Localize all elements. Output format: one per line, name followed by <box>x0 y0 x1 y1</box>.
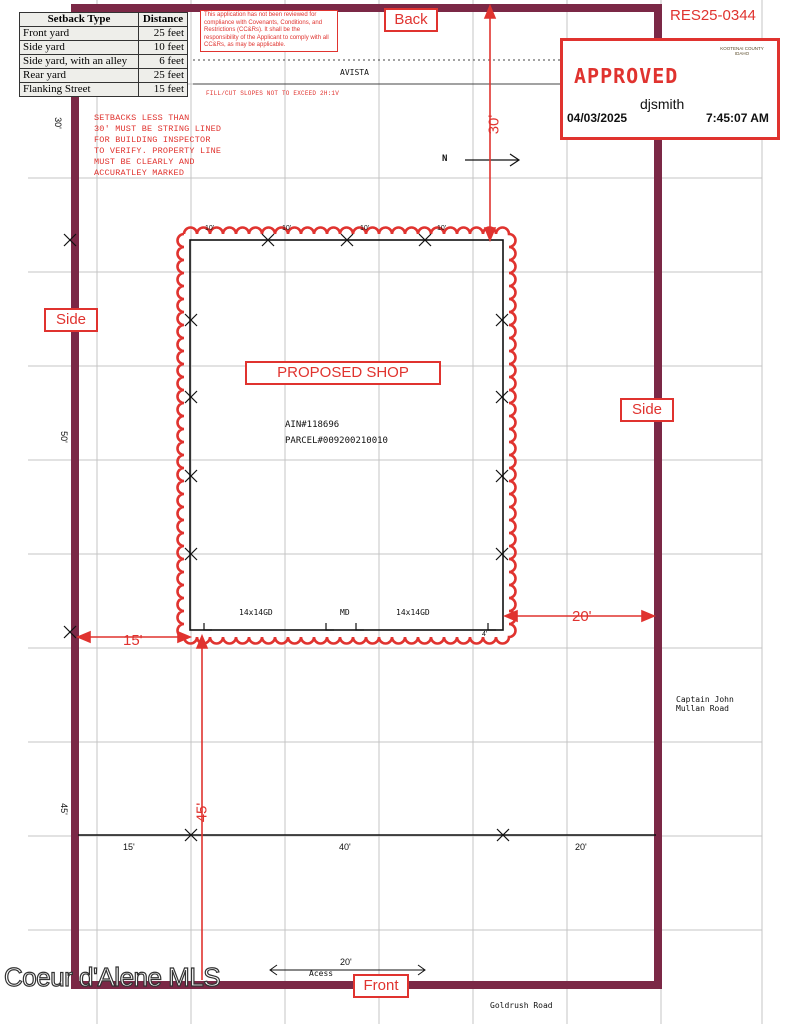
door-marks <box>204 623 496 630</box>
dim-back-30: 30' <box>485 114 503 135</box>
dim-top-10b: 10' <box>282 225 292 232</box>
dim-bottom-15: 15' <box>123 842 135 852</box>
approver-user: djsmith <box>640 96 685 112</box>
dim-left-50: 50' <box>58 431 69 443</box>
dim-left-30: 30' <box>52 117 63 129</box>
table-header-type: Setback Type <box>20 13 139 27</box>
fill-cut-note: FILL/CUT SLOPES NOT TO EXCEED 2H:1V <box>206 90 340 97</box>
dim-top-10a: 10' <box>205 225 215 232</box>
ccr-disclaimer: This application has not been reviewed for compliance with Covenants, Conditions, and Restrictions (CC&Rs). It shall be the responsibility of the Applicant to comply with all CC&Rs, as may be applicable. <box>200 10 338 52</box>
seal-text: KOOTENAI COUNTY IDAHO <box>720 46 764 56</box>
garage-door-left: 14x14GD <box>239 608 273 617</box>
ain-label: AIN#118696 <box>285 420 340 430</box>
approval-stamp <box>560 38 780 140</box>
approval-time: 7:45:07 AM <box>706 111 769 125</box>
table-row: Side yard 10 feet <box>20 41 188 55</box>
road-east-label: Captain John Mullan Road <box>676 695 734 713</box>
approved-status: APPROVED <box>574 64 679 88</box>
road-south-label: Goldrush Road <box>490 1001 553 1010</box>
dim-bottom-20: 20' <box>575 842 587 852</box>
table-header-distance: Distance <box>139 13 188 27</box>
access-label: Acess <box>309 969 334 978</box>
dim-left-45: 45' <box>58 803 69 815</box>
setback-table <box>19 12 188 97</box>
dim-corner-4: 4' <box>482 631 488 638</box>
dim-top-10d: 10' <box>437 225 447 232</box>
table-row: Flanking Street 15 feet <box>20 83 188 97</box>
dim-front-45: 45' <box>193 802 211 823</box>
mls-watermark: Coeur d'Alene MLS <box>4 962 221 992</box>
dim-access-20: 20' <box>340 957 352 967</box>
table-row: Front yard 25 feet <box>20 27 188 41</box>
man-door: MD <box>340 608 350 617</box>
avista-label: AVISTA <box>340 68 369 77</box>
dim-bottom-40: 40' <box>339 842 351 852</box>
permit-number: RES25-0344 <box>670 7 756 24</box>
dim-left-15: 15' <box>123 632 143 649</box>
dim-top-10c: 10' <box>360 225 370 232</box>
dim-right-20: 20' <box>572 608 592 625</box>
front-label: Front <box>353 974 409 998</box>
back-label: Back <box>384 8 438 32</box>
north-label: N <box>442 154 448 164</box>
shop-footprint <box>190 240 503 630</box>
proposed-shop-label: PROPOSED SHOP <box>245 361 441 385</box>
setback-note: SETBACKS LESS THAN 30' MUST BE STRING LINED FOR BUILDING INSPECTOR TO VERIFY. PROPERTY LINE MUST BE CLEARLY AND ACCURATLEY MARKED <box>94 113 222 178</box>
table-row: Side yard, with an alley 6 feet <box>20 55 188 69</box>
post-markers <box>64 234 509 841</box>
side-label-left: Side <box>44 308 98 332</box>
side-label-right: Side <box>620 398 674 422</box>
table-row: Rear yard 25 feet <box>20 69 188 83</box>
approval-date: 04/03/2025 <box>567 111 628 125</box>
parcel-label: PARCEL#009200210010 <box>285 436 388 446</box>
garage-door-right: 14x14GD <box>396 608 430 617</box>
